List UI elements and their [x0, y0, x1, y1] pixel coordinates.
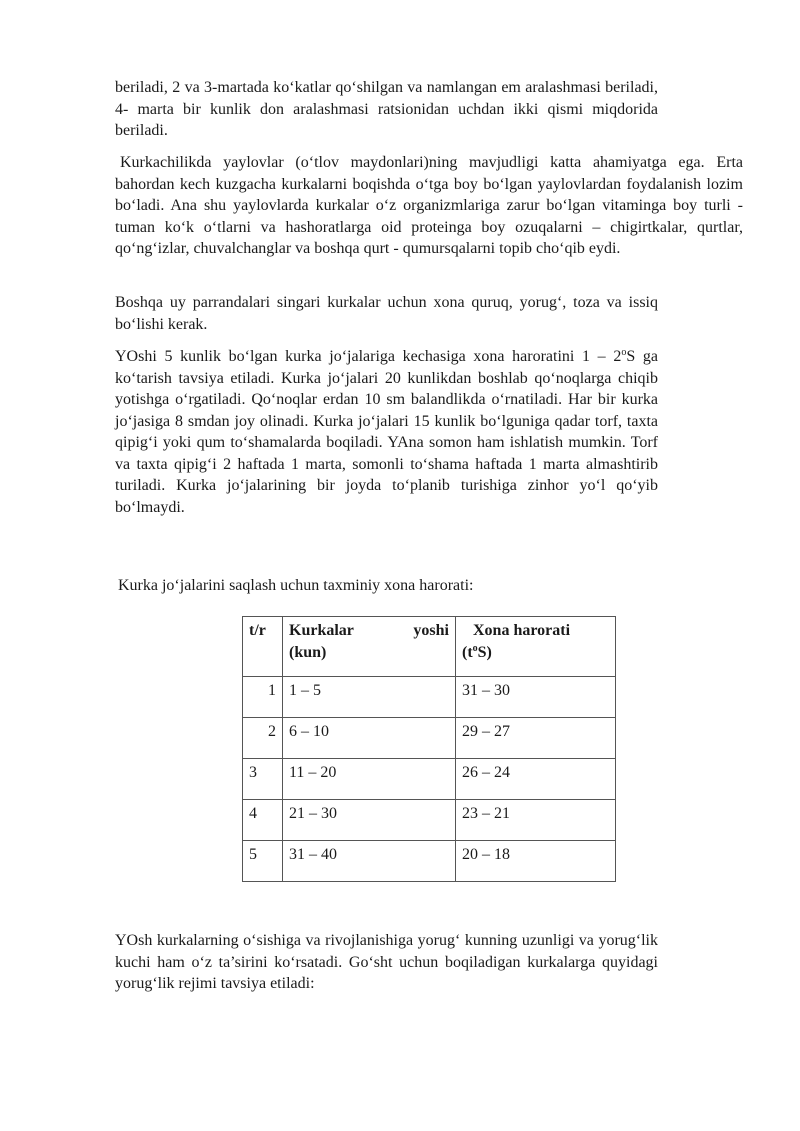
row-age: 1 – 5 — [283, 677, 456, 718]
paragraph-pastures-text: Kurkachilikda yaylovlar (o‘tlov maydonlari)ning mavjudligi katta ahamiyatga ega. Erta bahordan kech kuzgacha kurkalarni boqishda o‘tga boy bo‘lgan yaylovlardan foydalanish lozim bo‘ladi. Ana shu yaylovlarda kurkalar o‘z organizmlariga zarur bo‘lgan vitaminga boy turli - tuman ko‘k o‘tlarni va hashoratlarga oid proteinga boy ozuqalarni – chigirtkalar, qurtlar, qo‘ng‘izlar, chuvalchanglar va boshqa qurt - qumursqalarni topib cho‘qib eydi. — [115, 154, 743, 257]
header-temperature-line2 — [462, 642, 609, 664]
degree-sign: o — [621, 347, 627, 358]
row-temperature: 31 – 30 — [456, 677, 616, 718]
table-row — [243, 841, 616, 882]
header-temperature-line1: Xona harorati — [473, 622, 571, 639]
paragraph-lighting: YOsh kurkalarning o‘sishiga va rivojlanishiga yorug‘ kunning uzunligi va yorug‘lik kuchi ham o‘z ta’sirini ko‘rsatadi. Go‘sht uchun boqiladigan kurkalarga quyidagi yorug‘lik rejimi tavsiya etiladi: — [115, 932, 658, 992]
row-index: 1 — [243, 677, 283, 718]
header-temperature-unit-open: (t — [462, 643, 473, 661]
header-age-word2: yoshi — [413, 622, 449, 639]
row-temperature: 20 – 18 — [456, 841, 616, 882]
row-temperature: 23 – 21 — [456, 800, 616, 841]
paragraph-room-conditions: Boshqa uy parrandalari singari kurkalar uchun xona quruq, yorug‘, toza va issiq bo‘lishi kerak. — [115, 294, 658, 333]
table-row — [243, 759, 616, 800]
table-header-row — [243, 617, 616, 677]
row-index: 3 — [243, 759, 283, 800]
row-index: 4 — [243, 800, 283, 841]
header-temperature-unit-close: S) — [477, 643, 492, 661]
row-age: 21 – 30 — [283, 800, 456, 841]
row-temperature: 29 – 27 — [456, 718, 616, 759]
temperature-table — [242, 616, 616, 882]
paragraph-chick-care-rest: S ga ko‘tarish tavsiya etiladi. Kurka jo‘jalari 20 kunlikdan boshlab qo‘noqlarga chiqib yotishga o‘rgatiladi. Qo‘noqlar erdan 10 sm balandlikda o‘rnatiladi. Har bir kurka jo‘jasiga 8 smdan joy olinadi. Kurka jo‘jalari 15 kunlik bo‘lguniga qadar torf, taxta qipig‘i yoki qum to‘shamalarda boqiladi. YAna somon ham ishlatish mumkin. Torf va taxta qipig‘i 2 haftada 1 marta, somonli to‘shama haftada 1 marta almashtirib turiladi. Kurka jo‘jalarining bir joyda to‘planib turishiga zinhor yo‘l qo‘yib bo‘lmaydi. — [115, 348, 659, 516]
row-age: 11 – 20 — [283, 759, 456, 800]
row-age: 6 – 10 — [283, 718, 456, 759]
row-index: 5 — [243, 841, 283, 882]
degree-sign: o — [472, 642, 478, 654]
header-temperature — [456, 617, 616, 677]
header-age-line1 — [289, 620, 449, 642]
header-age-word1: Kurkalar — [289, 622, 354, 639]
paragraph-pastures — [115, 152, 743, 260]
row-temperature: 26 – 24 — [456, 759, 616, 800]
table-row — [243, 800, 616, 841]
paragraph-chick-care — [115, 346, 658, 518]
paragraph-feeding-schedule: beriladi, 2 va 3-martada ko‘katlar qo‘shilgan va namlangan em aralashmasi beriladi, 4- marta bir kunlik don aralashmasi ratsionidan uchdan ikki qismi miqdorida beriladi. — [115, 79, 658, 139]
paragraph-chick-care-start: YOshi 5 kunlik bo‘lgan kurka jo‘jalariga kechasiga xona haroratini 1 – 2 — [115, 348, 622, 365]
header-index: t/r — [243, 617, 283, 677]
table-row — [243, 677, 616, 718]
row-index: 2 — [243, 718, 283, 759]
table-caption: Kurka jo‘jalarini saqlash uchun taxminiy xona harorati: — [118, 577, 474, 594]
header-age — [283, 617, 456, 677]
header-age-line2: (kun) — [289, 643, 327, 661]
row-age: 31 – 40 — [283, 841, 456, 882]
table-row — [243, 718, 616, 759]
